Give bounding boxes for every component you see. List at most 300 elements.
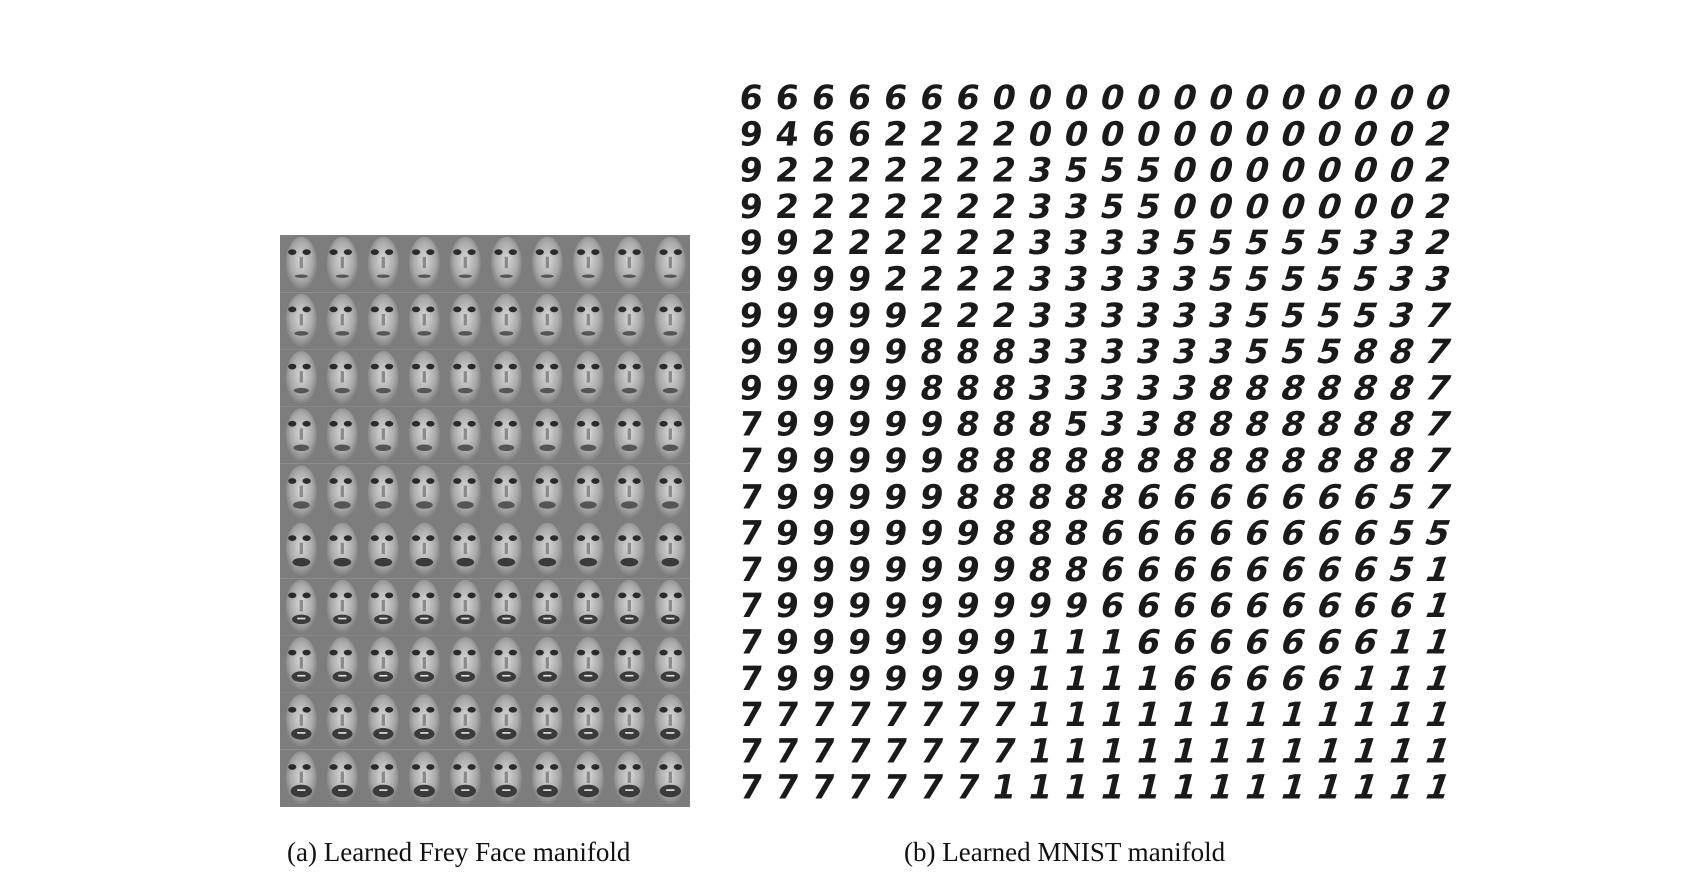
digit-cell: 7 bbox=[952, 767, 984, 807]
mnist-digit-image bbox=[732, 78, 1457, 808]
digit-cell: 1 bbox=[1383, 732, 1420, 772]
face-tile bbox=[567, 750, 608, 807]
digit-cell: 7 bbox=[845, 731, 875, 771]
face-tile bbox=[362, 750, 403, 807]
digit-cell: 9 bbox=[845, 295, 875, 335]
digit-cell: 1 bbox=[1132, 731, 1166, 771]
digit-cell: 0 bbox=[1203, 114, 1238, 155]
digit-cell: 3 bbox=[1096, 223, 1129, 263]
digit-cell: 2 bbox=[988, 150, 1020, 190]
digit-cell: 8 bbox=[1347, 369, 1384, 409]
digit-cell: 9 bbox=[952, 622, 984, 662]
digit-cell: 8 bbox=[1096, 441, 1129, 480]
digit-cell: 9 bbox=[809, 332, 838, 372]
face-tile bbox=[362, 349, 403, 406]
digit-cell: 1 bbox=[1311, 768, 1347, 808]
digit-cell: 3 bbox=[1024, 150, 1056, 190]
digit-cell: 6 bbox=[1168, 550, 1202, 590]
digit-cell: 6 bbox=[1168, 623, 1202, 663]
face-tile bbox=[280, 464, 321, 521]
digit-cell: 6 bbox=[1203, 659, 1238, 699]
digit-cell: 9 bbox=[737, 114, 765, 154]
digit-cell: 9 bbox=[773, 550, 802, 589]
digit-cell: 9 bbox=[988, 586, 1020, 626]
digit-cell: 6 bbox=[809, 114, 838, 154]
digit-cell: 8 bbox=[1024, 441, 1056, 480]
digit-cell: 9 bbox=[881, 550, 911, 589]
digit-cell: 1 bbox=[1383, 695, 1420, 735]
digit-cell: 9 bbox=[773, 404, 802, 444]
digit-cell: 3 bbox=[1024, 368, 1056, 408]
digit-cell: 6 bbox=[1096, 586, 1129, 626]
digit-cell: 6 bbox=[1275, 623, 1311, 663]
digit-cell: 8 bbox=[1024, 477, 1056, 517]
digit-cell: 9 bbox=[952, 586, 984, 626]
digit-cell: 2 bbox=[917, 223, 947, 263]
digit-cell: 1 bbox=[1419, 768, 1457, 808]
digit-cell: 6 bbox=[737, 78, 765, 118]
digit-cell: 6 bbox=[1239, 477, 1275, 518]
digit-cell: 7 bbox=[737, 695, 765, 735]
digit-cell: 1 bbox=[1383, 768, 1420, 808]
digit-cell: 3 bbox=[1203, 296, 1238, 336]
face-tile bbox=[567, 521, 608, 578]
face-tile bbox=[362, 407, 403, 464]
face-tile bbox=[526, 750, 567, 807]
digit-cell: 1 bbox=[1239, 695, 1275, 735]
digit-cell: 7 bbox=[737, 658, 765, 698]
digit-cell: 9 bbox=[773, 223, 802, 263]
digit-cell: 7 bbox=[809, 731, 838, 771]
digit-cell: 6 bbox=[1311, 478, 1347, 518]
digit-cell: 3 bbox=[1060, 187, 1093, 226]
digit-cell: 9 bbox=[988, 659, 1020, 698]
digit-cell: 6 bbox=[773, 78, 802, 118]
digit-cell: 0 bbox=[1347, 187, 1384, 227]
digit-cell: 1 bbox=[1239, 768, 1275, 808]
digit-cell: 1 bbox=[1419, 623, 1457, 663]
face-tile bbox=[567, 464, 608, 521]
digit-cell: 2 bbox=[809, 187, 838, 226]
digit-cell: 5 bbox=[1383, 514, 1420, 554]
digit-cell: 0 bbox=[1419, 78, 1457, 118]
face-tile bbox=[321, 235, 362, 292]
digit-cell: 2 bbox=[917, 259, 947, 299]
digit-cell: 0 bbox=[1239, 151, 1275, 191]
digit-cell: 3 bbox=[1168, 296, 1202, 336]
digit-cell: 2 bbox=[845, 223, 875, 263]
digit-cell: 1 bbox=[1203, 731, 1238, 772]
digit-cell: 7 bbox=[1419, 405, 1457, 445]
digit-cell: 3 bbox=[1060, 332, 1093, 372]
digit-cell: 2 bbox=[881, 114, 911, 154]
digit-cell: 5 bbox=[1203, 260, 1238, 300]
digit-cell: 8 bbox=[1275, 369, 1311, 409]
digit-cell: 7 bbox=[988, 695, 1020, 735]
digit-cell: 0 bbox=[1239, 78, 1275, 118]
digit-cell: 8 bbox=[952, 477, 984, 517]
digit-cell: 0 bbox=[1024, 78, 1056, 117]
digit-cell: 6 bbox=[1239, 586, 1275, 627]
digit-cell: 1 bbox=[1024, 731, 1056, 771]
digit-cell: 7 bbox=[1419, 478, 1457, 518]
digit-cell: 1 bbox=[1275, 695, 1311, 735]
digit-cell: 6 bbox=[845, 78, 875, 117]
digit-cell: 9 bbox=[952, 550, 984, 589]
digit-cell: 6 bbox=[1311, 514, 1347, 554]
digit-cell: 9 bbox=[809, 404, 838, 444]
digit-cell: 2 bbox=[952, 223, 984, 263]
digit-cell: 1 bbox=[1168, 695, 1202, 735]
digit-cell: 6 bbox=[1239, 550, 1275, 590]
face-tile bbox=[280, 349, 321, 406]
face-tile bbox=[362, 464, 403, 521]
digit-cell: 5 bbox=[1419, 514, 1457, 554]
digit-cell: 9 bbox=[737, 332, 765, 372]
digit-cell: 6 bbox=[1096, 514, 1129, 553]
digit-cell: 3 bbox=[1096, 296, 1129, 335]
digit-cell: 2 bbox=[952, 150, 984, 190]
digit-cell: 0 bbox=[1311, 187, 1347, 227]
digit-cell: 6 bbox=[1096, 550, 1129, 589]
digit-cell: 1 bbox=[1419, 550, 1457, 590]
digit-cell: 7 bbox=[917, 695, 947, 735]
digit-cell: 1 bbox=[1419, 659, 1457, 699]
digit-cell: 9 bbox=[988, 550, 1020, 589]
digit-cell: 0 bbox=[1203, 187, 1238, 227]
digit-cell: 3 bbox=[1096, 259, 1129, 299]
digit-cell: 9 bbox=[773, 441, 802, 481]
digit-cell: 3 bbox=[1132, 259, 1166, 299]
digit-cell: 9 bbox=[737, 259, 765, 299]
digit-cell: 6 bbox=[1347, 587, 1384, 627]
digit-cell: 1 bbox=[1060, 695, 1093, 735]
digit-cell: 1 bbox=[1024, 768, 1056, 807]
digit-cell: 7 bbox=[988, 731, 1020, 771]
digit-cell: 8 bbox=[952, 332, 984, 372]
digit-cell: 8 bbox=[988, 513, 1020, 553]
face-tile bbox=[321, 349, 362, 406]
digit-cell: 6 bbox=[881, 78, 911, 117]
digit-cell: 6 bbox=[845, 114, 875, 154]
digit-cell: 6 bbox=[1239, 514, 1275, 554]
digit-cell: 5 bbox=[1239, 332, 1275, 372]
face-tile bbox=[444, 521, 485, 578]
digit-cell: 8 bbox=[1203, 441, 1238, 481]
digit-cell: 9 bbox=[917, 441, 947, 480]
face-tile bbox=[649, 349, 690, 406]
digit-cell: 7 bbox=[952, 695, 984, 735]
face-tile bbox=[321, 578, 362, 635]
digit-cell: 0 bbox=[1239, 187, 1275, 227]
digit-cell: 3 bbox=[1060, 296, 1093, 335]
digit-cell: 8 bbox=[1203, 405, 1238, 445]
digit-cell: 9 bbox=[917, 477, 947, 517]
digit-cell: 5 bbox=[1096, 151, 1129, 190]
digit-cell: 3 bbox=[1347, 224, 1384, 264]
digit-cell: 2 bbox=[881, 259, 911, 299]
digit-cell: 6 bbox=[1275, 514, 1311, 554]
digit-cell: 5 bbox=[1060, 405, 1093, 444]
face-tile bbox=[485, 349, 526, 406]
digit-cell: 7 bbox=[1419, 369, 1457, 409]
frey-face-manifold-grid bbox=[280, 235, 690, 807]
digit-cell: 2 bbox=[952, 259, 984, 299]
digit-cell: 1 bbox=[1347, 768, 1384, 808]
digit-cell: 0 bbox=[1060, 78, 1093, 117]
face-tile bbox=[649, 578, 690, 635]
digit-cell: 6 bbox=[1347, 550, 1384, 590]
digit-cell: 8 bbox=[1203, 368, 1238, 409]
digit-cell: 0 bbox=[1168, 151, 1202, 191]
digit-cell: 3 bbox=[1132, 332, 1166, 372]
digit-cell: 5 bbox=[1275, 296, 1311, 336]
face-tile bbox=[608, 521, 649, 578]
face-tile bbox=[567, 292, 608, 349]
face-tile bbox=[608, 235, 649, 292]
digit-cell: 3 bbox=[1383, 260, 1420, 300]
digit-cell: 0 bbox=[1383, 78, 1420, 118]
digit-cell: 4 bbox=[773, 114, 802, 154]
digit-cell: 3 bbox=[1060, 223, 1093, 263]
digit-cell: 8 bbox=[1311, 405, 1347, 445]
digit-cell: 6 bbox=[1132, 514, 1166, 553]
face-tile bbox=[362, 693, 403, 750]
face-tile bbox=[567, 349, 608, 406]
face-tile bbox=[649, 407, 690, 464]
digit-cell: 0 bbox=[1311, 115, 1347, 155]
face-tile bbox=[444, 292, 485, 349]
digit-cell: 6 bbox=[1275, 586, 1311, 627]
digit-cell: 5 bbox=[1060, 151, 1093, 190]
digit-cell: 7 bbox=[809, 767, 838, 807]
digit-cell: 6 bbox=[1132, 622, 1166, 662]
digit-cell: 9 bbox=[809, 259, 838, 299]
face-tile bbox=[649, 235, 690, 292]
digit-cell: 8 bbox=[988, 368, 1020, 408]
digit-cell: 8 bbox=[1060, 514, 1093, 553]
digit-cell: 1 bbox=[1096, 768, 1129, 807]
digit-cell: 8 bbox=[1239, 369, 1275, 409]
face-tile bbox=[321, 464, 362, 521]
face-tile bbox=[485, 235, 526, 292]
digit-cell: 9 bbox=[809, 586, 838, 626]
digit-cell: 3 bbox=[1168, 260, 1202, 300]
digit-cell: 2 bbox=[881, 223, 911, 263]
digit-cell: 3 bbox=[1060, 368, 1093, 408]
digit-cell: 7 bbox=[737, 731, 765, 771]
digit-cell: 5 bbox=[1239, 260, 1275, 300]
digit-cell: 3 bbox=[1024, 332, 1056, 372]
digit-cell: 9 bbox=[845, 477, 875, 517]
digit-cell: 3 bbox=[1024, 296, 1056, 335]
digit-cell: 8 bbox=[1024, 550, 1056, 589]
digit-cell: 8 bbox=[1132, 441, 1166, 480]
face-tile bbox=[649, 635, 690, 692]
face-tile bbox=[485, 750, 526, 807]
digit-cell: 0 bbox=[1168, 114, 1202, 155]
caption-frey-face: (a) Learned Frey Face manifold bbox=[287, 837, 631, 867]
digit-cell: 1 bbox=[1347, 659, 1384, 699]
digit-cell: 0 bbox=[1383, 187, 1420, 227]
digit-cell: 6 bbox=[1311, 586, 1347, 627]
digit-cell: 9 bbox=[1024, 586, 1056, 626]
digit-cell: 8 bbox=[917, 368, 947, 408]
digit-cell: 5 bbox=[1239, 223, 1275, 264]
face-tile bbox=[403, 635, 444, 692]
digit-cell: 2 bbox=[917, 187, 947, 226]
digit-cell: 2 bbox=[988, 114, 1020, 154]
digit-cell: 9 bbox=[845, 658, 875, 698]
digit-cell: 0 bbox=[1203, 78, 1238, 118]
digit-cell: 0 bbox=[1311, 78, 1347, 118]
digit-cell: 9 bbox=[845, 622, 875, 662]
face-tile bbox=[608, 349, 649, 406]
digit-cell: 2 bbox=[881, 150, 911, 190]
digit-cell: 1 bbox=[988, 768, 1020, 807]
digit-cell: 2 bbox=[845, 150, 875, 190]
digit-cell: 5 bbox=[1275, 223, 1311, 264]
digit-cell: 6 bbox=[1203, 586, 1238, 627]
digit-cell: 5 bbox=[1168, 223, 1202, 264]
digit-cell: 5 bbox=[1347, 296, 1384, 336]
digit-cell: 0 bbox=[1203, 151, 1238, 191]
digit-cell: 6 bbox=[1239, 659, 1275, 699]
digit-cell: 1 bbox=[1275, 732, 1311, 772]
face-tile bbox=[280, 693, 321, 750]
face-tile bbox=[362, 235, 403, 292]
digit-cell: 6 bbox=[1311, 659, 1347, 699]
face-tile bbox=[444, 235, 485, 292]
digit-cell: 8 bbox=[988, 441, 1020, 480]
face-tile bbox=[321, 292, 362, 349]
digit-cell: 2 bbox=[952, 296, 984, 335]
digit-cell: 0 bbox=[1096, 114, 1129, 154]
face-tile bbox=[280, 750, 321, 807]
digit-cell: 7 bbox=[881, 767, 911, 807]
face-tile bbox=[526, 292, 567, 349]
digit-cell: 5 bbox=[1096, 187, 1129, 226]
digit-cell: 2 bbox=[917, 150, 947, 190]
digit-cell: 1 bbox=[1383, 659, 1420, 699]
digit-cell: 7 bbox=[881, 731, 911, 771]
digit-cell: 6 bbox=[1311, 550, 1347, 590]
digit-cell: 9 bbox=[881, 296, 911, 335]
digit-cell: 7 bbox=[1419, 441, 1457, 481]
digit-cell: 3 bbox=[1024, 223, 1056, 263]
digit-cell: 3 bbox=[1096, 405, 1129, 444]
digit-cell: 2 bbox=[773, 187, 802, 226]
face-tile bbox=[608, 292, 649, 349]
face-tile bbox=[444, 464, 485, 521]
face-tile bbox=[444, 750, 485, 807]
digit-cell: 6 bbox=[1168, 659, 1202, 699]
digit-cell: 9 bbox=[773, 477, 802, 517]
digit-cell: 1 bbox=[1132, 659, 1166, 698]
digit-cell: 0 bbox=[1347, 78, 1384, 118]
digit-cell: 0 bbox=[1024, 114, 1056, 154]
digit-cell: 9 bbox=[917, 404, 947, 444]
digit-cell: 1 bbox=[1347, 732, 1384, 772]
digit-cell: 3 bbox=[1132, 405, 1166, 444]
digit-cell: 8 bbox=[1275, 441, 1311, 481]
digit-cell: 9 bbox=[809, 295, 838, 335]
digit-cell: 8 bbox=[1311, 441, 1347, 481]
digit-cell: 9 bbox=[952, 513, 984, 553]
digit-cell: 5 bbox=[1203, 223, 1238, 264]
face-tile bbox=[649, 750, 690, 807]
face-tile bbox=[280, 235, 321, 292]
digit-cell: 1 bbox=[1096, 731, 1129, 771]
digit-cell: 2 bbox=[881, 187, 911, 226]
digit-cell: 9 bbox=[737, 295, 765, 335]
digit-cell: 6 bbox=[1347, 623, 1384, 663]
face-tile bbox=[526, 464, 567, 521]
digit-cell: 0 bbox=[1311, 151, 1347, 191]
digit-cell: 9 bbox=[917, 622, 947, 662]
digit-cell: 8 bbox=[1275, 405, 1311, 445]
digit-cell: 9 bbox=[773, 368, 802, 408]
digit-cell: 6 bbox=[1168, 586, 1202, 627]
digit-cell: 0 bbox=[1060, 114, 1093, 154]
face-tile bbox=[567, 693, 608, 750]
face-tile bbox=[280, 521, 321, 578]
digit-cell: 0 bbox=[1168, 78, 1202, 118]
digit-cell: 1 bbox=[1060, 659, 1093, 698]
digit-cell: 2 bbox=[988, 296, 1020, 335]
face-tile bbox=[403, 578, 444, 635]
digit-cell: 8 bbox=[1347, 332, 1384, 372]
face-tile bbox=[403, 693, 444, 750]
digit-cell: 9 bbox=[845, 586, 875, 626]
face-tile bbox=[485, 693, 526, 750]
face-tile bbox=[649, 521, 690, 578]
digit-cell: 9 bbox=[845, 550, 875, 589]
face-tile bbox=[526, 635, 567, 692]
face-tile bbox=[444, 349, 485, 406]
digit-cell: 9 bbox=[952, 659, 984, 698]
digit-cell: 9 bbox=[1060, 586, 1093, 626]
face-tile bbox=[444, 693, 485, 750]
digit-cell: 5 bbox=[1132, 187, 1166, 226]
digit-cell: 8 bbox=[988, 477, 1020, 517]
digit-cell: 9 bbox=[809, 513, 838, 553]
digit-cell: 0 bbox=[1132, 114, 1166, 154]
digit-cell: 3 bbox=[1383, 296, 1420, 336]
digit-cell: 6 bbox=[1132, 550, 1166, 589]
digit-cell: 1 bbox=[1311, 695, 1347, 735]
digit-cell: 6 bbox=[1311, 623, 1347, 663]
digit-cell: 2 bbox=[809, 150, 838, 190]
face-tile bbox=[567, 235, 608, 292]
face-tile bbox=[403, 521, 444, 578]
digit-cell: 9 bbox=[845, 368, 875, 408]
digit-cell: 3 bbox=[1060, 259, 1093, 299]
face-tile bbox=[485, 521, 526, 578]
digit-cell: 1 bbox=[1239, 732, 1275, 772]
digit-cell: 8 bbox=[1383, 441, 1420, 481]
digit-cell: 1 bbox=[1275, 768, 1311, 808]
digit-cell: 3 bbox=[1168, 332, 1202, 372]
digit-cell: 9 bbox=[773, 586, 802, 626]
digit-cell: 7 bbox=[845, 695, 875, 735]
digit-cell: 9 bbox=[737, 223, 765, 263]
digit-cell: 8 bbox=[1239, 441, 1275, 481]
digit-cell: 2 bbox=[917, 296, 947, 335]
digit-cell: 8 bbox=[988, 332, 1020, 372]
digit-cell: 6 bbox=[1203, 514, 1238, 554]
digit-cell: 3 bbox=[1096, 368, 1129, 408]
